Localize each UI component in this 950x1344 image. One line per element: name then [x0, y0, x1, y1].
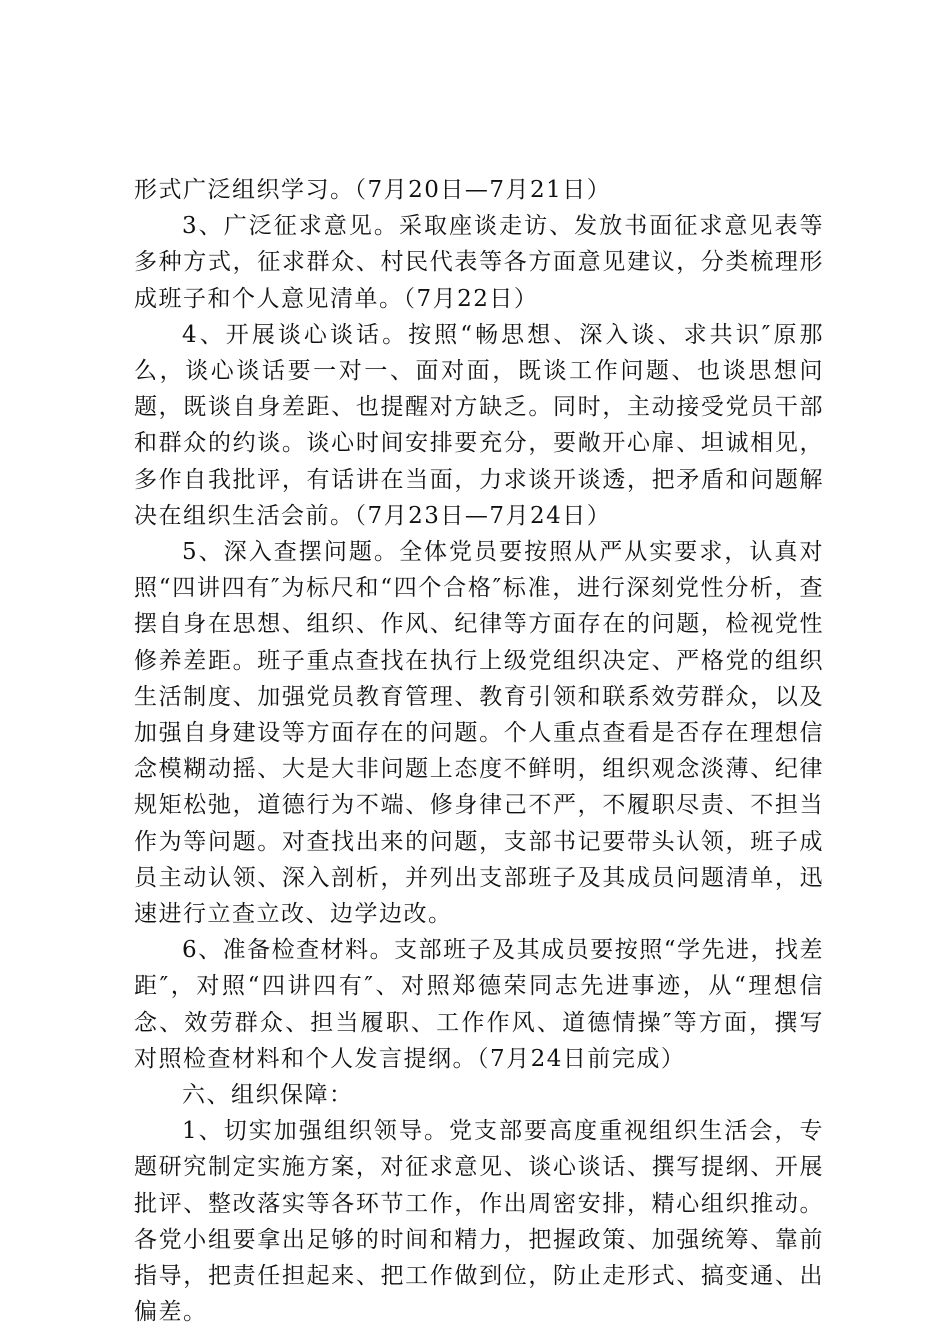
paragraph-heart-to-heart-talks: 4、开展谈心谈话。按照“畅思想、深入谈、求共识″原那么，谈心谈话要一对一、面对面，既谈工作问题、也谈思想问题，既谈自身差距、也提醒对方缺乏。同时，主动接受党员干部和群众的约谈。谈心时间安排要充分，要敞开心扉、坦诚相见，多作自我批评，有话讲在当面，力求谈开谈透，把矛盾和问题解决在组织生活会前。（7月23日—7月24日） [134, 321, 824, 529]
section-heading-organizational-guarantee: 六、组织保障： [182, 1082, 354, 1109]
paragraph-prepare-materials: 6、准备检查材料。支部班子及其成员要按照“学先进，找差距″，对照“四讲四有″、对照郑德荣同志先进事迹，从“理想信念、效劳群众、担当履职、工作作风、道德情操″等方面，撰写对照检查材料和个人发言提纲。（7月24日前完成） [134, 937, 824, 1072]
paragraph-strengthen-leadership: 1、切实加强组织领导。党支部要高度重视组织生活会，专题研究制定实施方案，对征求意见、谈心谈话、撰写提纲、开展批评、整改落实等各环节工作，作出周密安排，精心组织推动。各党小组要拿出足够的时间和精力，把握政策、加强统筹、靠前指导，把责任担起来、把工作做到位，防止走形式、搞变通、出偏差。 [134, 1118, 824, 1326]
document-body [134, 172, 824, 1331]
paragraph-solicit-opinions: 3、广泛征求意见。采取座谈走访、发放书面征求意见表等多种方式，征求群众、村民代表等各方面意见建议，分类梳理形成班子和个人意见清单。（7月22日） [134, 213, 824, 312]
paragraph-study-continuation: 形式广泛组织学习。（7月20日—7月21日） [134, 177, 612, 203]
paragraph-identify-problems: 5、深入查摆问题。全体党员要按照从严从实要求，认真对照“四讲四有″为标尺和“四个合格″标准，进行深刻党性分析，查摆自身在思想、组织、作风、纪律等方面存在的问题，检视党性修养差距。班子重点查找在执行上级党组织决定、严格党的组织生活制度、加强党员教育管理、教育引领和联系效劳群众，以及加强自身建设等方面存在的问题。个人重点查看是否存在理想信念模糊动摇、大是大非问题上态度不鲜明，组织观念淡薄、纪律规矩松弛，道德行为不端、修身律己不严，不履职尽责、不担当作为等问题。对查找出来的问题，支部书记要带头认领，班子成员主动认领、深入剖析，并列出支部班子及其成员问题清单，迅速进行立查立改、边学边改。 [134, 539, 824, 928]
